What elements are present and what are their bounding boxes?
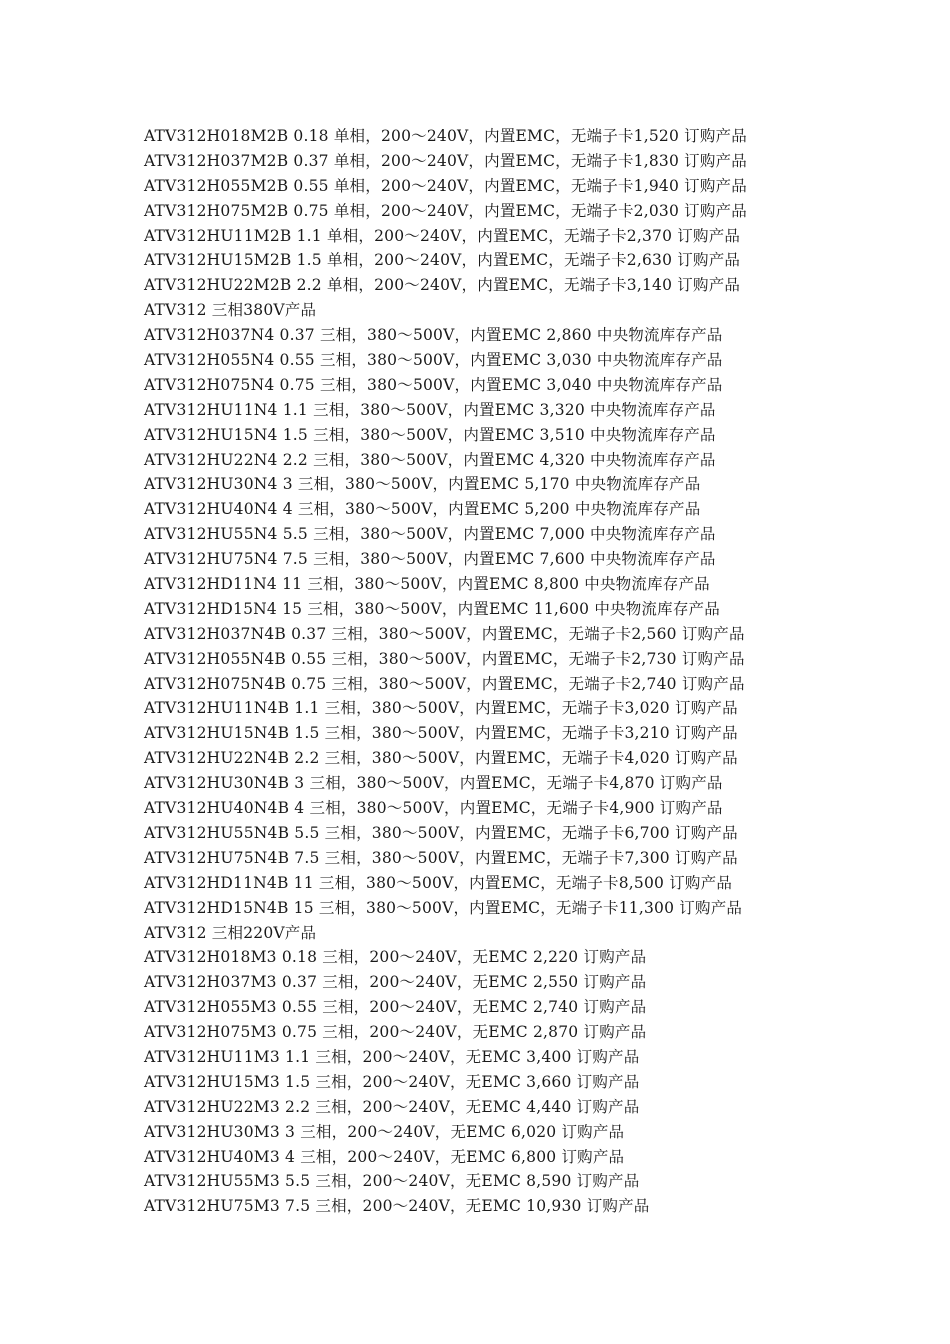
product-line: ATV312H075N4 0.75 三相，380～500V，内置EMC 3,040 中央物流库存产品 xyxy=(144,375,723,394)
product-line: ATV312HD11N4B 11 三相，380～500V，内置EMC，无端子卡8,500 订购产品 xyxy=(144,873,733,892)
product-line: ATV312HU40N4 4 三相，380～500V，内置EMC 5,200 中央物流库存产品 xyxy=(144,500,701,519)
product-line: ATV312H055N4 0.55 三相，380～500V，内置EMC 3,030 中央物流库存产品 xyxy=(144,351,723,370)
product-line: ATV312HD15N4B 15 三相，380～500V，内置EMC，无端子卡11,300 订购产品 xyxy=(144,898,743,917)
product-line: ATV312H075M2B 0.75 单相，200～240V，内置EMC，无端子卡2,030 订购产品 xyxy=(144,201,747,220)
product-line: ATV312H037M3 0.37 三相，200～240V，无EMC 2,550 订购产品 xyxy=(144,973,647,992)
product-line: ATV312HU22M3 2.2 三相，200～240V，无EMC 4,440 订购产品 xyxy=(144,1097,640,1116)
product-line: ATV312HU55N4B 5.5 三相，380～500V，内置EMC，无端子卡6,700 订购产品 xyxy=(144,823,738,842)
product-line: ATV312HU15N4 1.5 三相，380～500V，内置EMC 3,510 中央物流库存产品 xyxy=(144,425,716,444)
product-line: ATV312H055M2B 0.55 单相，200～240V，内置EMC，无端子卡1,940 订购产品 xyxy=(144,176,747,195)
product-line: ATV312HD11N4 11 三相，380～500V，内置EMC 8,800 中央物流库存产品 xyxy=(144,575,710,594)
product-line: ATV312HU11N4B 1.1 三相，380～500V，内置EMC，无端子卡3,020 订购产品 xyxy=(144,699,738,718)
product-line: ATV312HU15N4B 1.5 三相，380～500V，内置EMC，无端子卡3,210 订购产品 xyxy=(144,724,738,743)
product-line: ATV312HU15M2B 1.5 单相，200～240V，内置EMC，无端子卡2,630 订购产品 xyxy=(144,251,741,270)
product-line: ATV312HU30M3 3 三相，200～240V，无EMC 6,020 订购产品 xyxy=(144,1122,625,1141)
product-line: ATV312HU75N4B 7.5 三相，380～500V，内置EMC，无端子卡7,300 订购产品 xyxy=(144,848,738,867)
product-line: ATV312HU22N4B 2.2 三相，380～500V，内置EMC，无端子卡4,020 订购产品 xyxy=(144,749,738,768)
product-line: ATV312H037N4 0.37 三相，380～500V，内置EMC 2,860 中央物流库存产品 xyxy=(144,326,723,345)
product-line: ATV312HU11M3 1.1 三相，200～240V，无EMC 3,400 订购产品 xyxy=(144,1047,640,1066)
product-line: ATV312HU75M3 7.5 三相，200～240V，无EMC 10,930 订购产品 xyxy=(144,1197,650,1216)
product-line: ATV312HU30N4B 3 三相，380～500V，内置EMC，无端子卡4,870 订购产品 xyxy=(144,774,723,793)
product-line: ATV312HD15N4 15 三相，380～500V，内置EMC 11,600 中央物流库存产品 xyxy=(144,599,720,618)
product-line: ATV312H075N4B 0.75 三相，380～500V，内置EMC，无端子卡2,740 订购产品 xyxy=(144,674,745,693)
product-line: ATV312HU55N4 5.5 三相，380～500V，内置EMC 7,000 中央物流库存产品 xyxy=(144,525,716,544)
product-line: ATV312HU40N4B 4 三相，380～500V，内置EMC，无端子卡4,900 订购产品 xyxy=(144,799,723,818)
product-line: ATV312HU15M3 1.5 三相，200～240V，无EMC 3,660 订购产品 xyxy=(144,1072,640,1091)
product-line: ATV312H037N4B 0.37 三相，380～500V，内置EMC，无端子卡2,560 订购产品 xyxy=(144,624,745,643)
product-line: ATV312H018M3 0.18 三相，200～240V，无EMC 2,220 订购产品 xyxy=(144,948,647,967)
product-line: ATV312HU11N4 1.1 三相，380～500V，内置EMC 3,320 中央物流库存产品 xyxy=(144,400,716,419)
product-line: ATV312H075M3 0.75 三相，200～240V，无EMC 2,870 订购产品 xyxy=(144,1023,647,1042)
product-line: ATV312HU22N4 2.2 三相，380～500V，内置EMC 4,320 中央物流库存产品 xyxy=(144,450,716,469)
product-price-list xyxy=(144,124,924,1219)
product-line: ATV312 三相220V产品 xyxy=(144,923,317,942)
product-line: ATV312HU11M2B 1.1 单相，200～240V，内置EMC，无端子卡2,370 订购产品 xyxy=(144,226,741,245)
product-line: ATV312HU22M2B 2.2 单相，200～240V，内置EMC，无端子卡3,140 订购产品 xyxy=(144,276,741,295)
product-line: ATV312HU55M3 5.5 三相，200～240V，无EMC 8,590 订购产品 xyxy=(144,1172,640,1191)
product-line: ATV312H055N4B 0.55 三相，380～500V，内置EMC，无端子卡2,730 订购产品 xyxy=(144,649,745,668)
product-line: ATV312H018M2B 0.18 单相，200～240V，内置EMC，无端子卡1,520 订购产品 xyxy=(144,127,747,145)
product-line: ATV312 三相380V产品 xyxy=(144,301,317,320)
product-line: ATV312H037M2B 0.37 单相，200～240V，内置EMC，无端子卡1,830 订购产品 xyxy=(144,151,747,170)
product-line: ATV312HU30N4 3 三相，380～500V，内置EMC 5,170 中央物流库存产品 xyxy=(144,475,701,494)
product-line: ATV312HU75N4 7.5 三相，380～500V，内置EMC 7,600 中央物流库存产品 xyxy=(144,550,716,569)
product-line: ATV312HU40M3 4 三相，200～240V，无EMC 6,800 订购产品 xyxy=(144,1147,625,1166)
product-line: ATV312H055M3 0.55 三相，200～240V，无EMC 2,740 订购产品 xyxy=(144,998,647,1017)
